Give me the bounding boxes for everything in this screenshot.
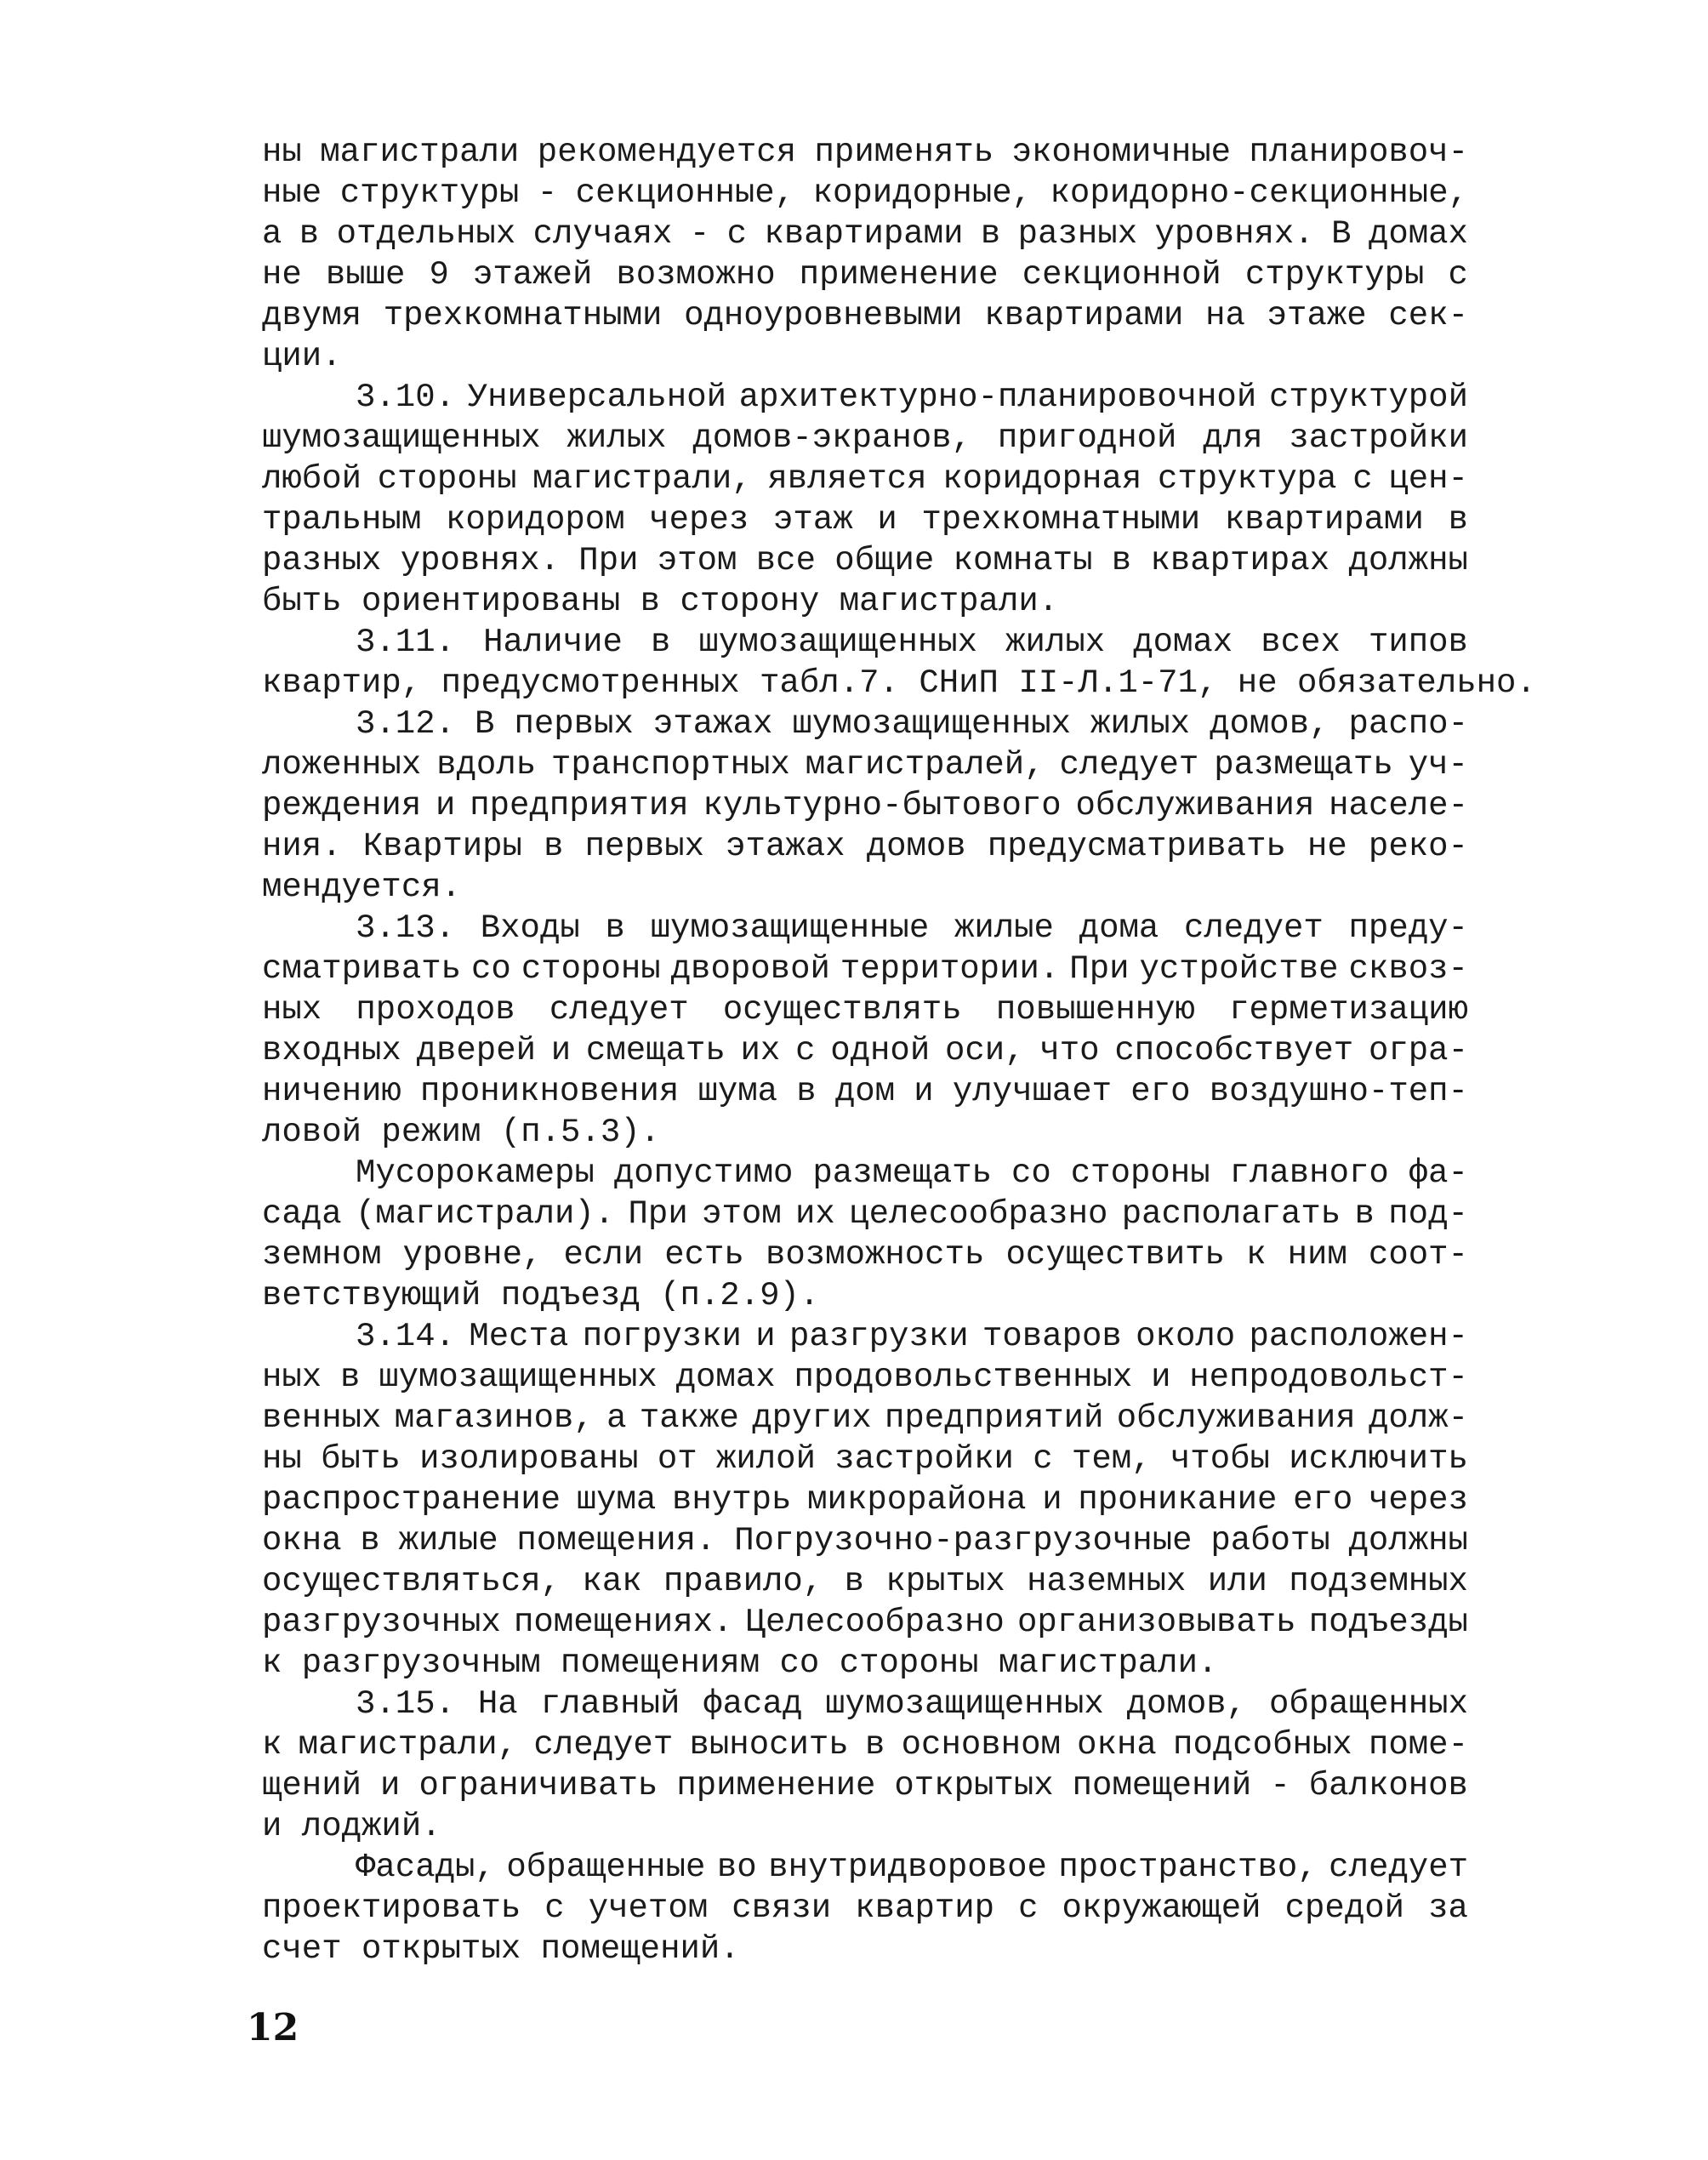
text-line: ны быть изолированы от жилой застройки с тем, чтобы исключить (262, 1440, 1468, 1478)
text-line: а в отдельных случаях - с квартирами в разных уровнях. В домах (262, 215, 1468, 253)
text-line: окна в жилые помещения. Погрузочно-разгрузочные работы должны (262, 1522, 1468, 1559)
text-line: ции. (262, 338, 342, 375)
paragraph (262, 704, 1468, 908)
text-line: разных уровнях. При этом все общие комнаты в квартирах должны (262, 542, 1468, 579)
paragraph (262, 1684, 1468, 1847)
text-line: 3.14. Места погрузки и разгрузки товаров около расположен- (356, 1318, 1468, 1355)
text-line: ловой режим (п.5.3). (262, 1114, 661, 1151)
paragraph (262, 908, 1468, 1153)
paragraph (262, 1153, 1468, 1316)
text-line: шумозащищенных жилых домов-экранов, пригодной для застройки (262, 419, 1468, 457)
text-line: ветствующий подъезд (п.2.9). (262, 1277, 820, 1314)
text-line: и лоджий. (262, 1808, 441, 1845)
text-line: мендуется. (262, 869, 462, 906)
paragraph (262, 377, 1468, 622)
text-line: разгрузочных помещениях. Целесообразно организовывать подъезды (262, 1604, 1468, 1641)
text-line: земном уровне, если есть возможность осуществить к ним соот- (262, 1236, 1468, 1274)
text-line: ложенных вдоль транспортных магистралей, следует размещать уч- (262, 746, 1468, 784)
text-line: 3.15. На главный фасад шумозащищенных домов, обращенных (356, 1685, 1468, 1723)
text-line: ния. Квартиры в первых этажах домов предусматривать не реко- (262, 828, 1468, 865)
text-line: входных дверей и смещать их с одной оси, что способствует огра- (262, 1032, 1468, 1069)
text-line: 3.12. В первых этажах шумозащищенных жилых домов, распо- (356, 705, 1468, 743)
text-line: счет открытых помещений. (262, 1930, 740, 1968)
text-line: ные структуры - секционные, коридорные, коридорно-секционные, (262, 174, 1468, 212)
text-line: сматривать со стороны дворовой территории. При устройстве сквоз- (262, 950, 1468, 988)
text-line: сада (магистрали). При этом их целесообразно располагать в под- (262, 1195, 1468, 1233)
text-line: щений и ограничивать применение открытых помещений - балконов (262, 1767, 1468, 1804)
text-line: к разгрузочным помещениям со стороны магистрали. (262, 1644, 1218, 1682)
page-number: 12 (247, 2006, 299, 2049)
body-text (262, 132, 1536, 1969)
text-line: венных магазинов, а также других предприятий обслуживания долж- (262, 1399, 1468, 1437)
text-line: не выше 9 этажей возможно применение секционной структуры с (262, 256, 1468, 294)
text-line: ны магистрали рекомендуется применять экономичные планировоч- (262, 134, 1468, 171)
text-line: Фасады, обращенные во внутридворовое пространство, следует (356, 1849, 1468, 1886)
text-line: Мусорокамеры допустимо размещать со стороны главного фа- (356, 1154, 1468, 1192)
text-line: к магистрали, следует выносить в основном окна подсобных поме- (262, 1726, 1468, 1764)
text-line: 3.11. Наличие в шумозащищенных жилых домах всех типов (356, 624, 1468, 661)
text-line: реждения и предприятия культурно-бытового обслуживания населе- (262, 787, 1468, 824)
text-line: ных в шумозащищенных домах продовольственных и непродовольст- (262, 1359, 1468, 1396)
paragraph (262, 132, 1468, 377)
text-line: 3.13. Входы в шумозащищенные жилые дома следует преду- (356, 909, 1468, 947)
text-line: осуществляться, как правило, в крытых наземных или подземных (262, 1563, 1468, 1600)
text-line: любой стороны магистрали, является коридорная структура с цен- (262, 460, 1468, 498)
text-line: 3.10. Универсальной архитектурно-планировочной структурой (356, 379, 1468, 416)
text-line: быть ориентированы в сторону магистрали. (262, 583, 1059, 620)
text-line: распространение шума внутрь микрорайона и проникание его через (262, 1481, 1468, 1519)
text-line: тральным коридором через этаж и трехкомнатными квартирами в (262, 501, 1468, 539)
text-line: ных проходов следует осуществлять повышенную герметизацию (262, 991, 1468, 1029)
paragraph (262, 1847, 1468, 1969)
paragraph (262, 622, 1536, 704)
text-line: квартир, предусмотренных табл.7. СНиП II-Л.1-71, не обязательно. (262, 664, 1536, 702)
text-line: двумя трехкомнатными одноуровневыми квартирами на этаже сек- (262, 297, 1468, 334)
paragraph (262, 1316, 1468, 1684)
text-line: ничению проникновения шума в дом и улучшает его воздушно-теп- (262, 1073, 1468, 1110)
text-line: проектировать с учетом связи квартир с окружающей средой за (262, 1889, 1468, 1927)
